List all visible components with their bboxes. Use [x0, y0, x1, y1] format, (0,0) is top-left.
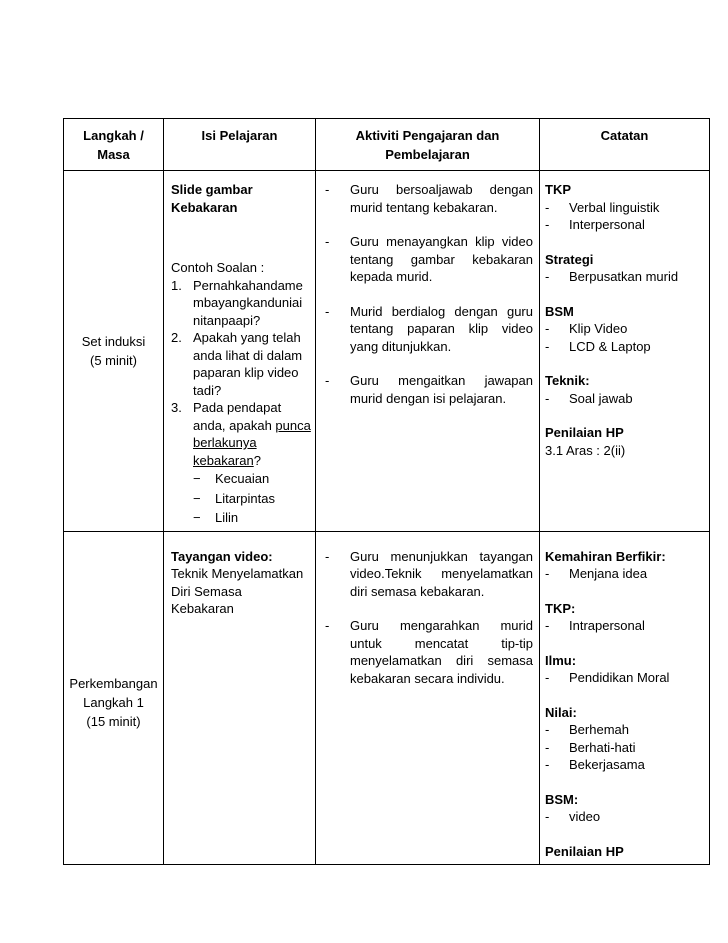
activity-item: - Guru bersoaljawab dengan murid tentang kebakaran. [325, 182, 533, 215]
list-item: − Kecuaian [193, 471, 270, 486]
list-item: - LCD & Laptop [545, 338, 651, 354]
activity-cell [316, 171, 540, 532]
lesson-plan-table [63, 118, 710, 865]
list-item: 1. Pernahkahandame mbayangkanduniai nitanpaapi? [171, 277, 303, 328]
notes-heading: TKP: [545, 600, 576, 616]
list-item: - Interpersonal [545, 217, 645, 232]
table-row [64, 531, 710, 865]
table-row [64, 171, 710, 532]
activity-item: - Guru mengaitkan jawapan murid dengan isi pelajaran. [325, 373, 533, 406]
step-label: Perkembangan [69, 676, 158, 692]
content-title: Slide gambar Kebakaran [171, 182, 253, 215]
list-item: 2. Apakah yang telah anda lihat di dalam paparan klip video tadi? [171, 330, 303, 398]
list-item: − Lilin [193, 510, 239, 525]
list-item: - Berhati-hati [545, 739, 636, 755]
list-item: - Pendidikan Moral [545, 670, 670, 685]
activity-cell [316, 531, 540, 865]
list-item: - Berhemah [545, 722, 629, 737]
list-item: - Soal jawab [545, 390, 633, 406]
list-item: - Intrapersonal [545, 618, 645, 633]
notes-heading: Strategi [545, 251, 594, 267]
header-isi: Isi Pelajaran [164, 119, 316, 171]
notes-heading: BSM [545, 303, 574, 319]
notes-cell [540, 531, 710, 865]
content-body: Teknik Menyelamatkan Diri Semasa Kebakaran [171, 566, 304, 616]
notes-heading: BSM: [545, 791, 579, 807]
header-aktiviti: Aktiviti Pengajaran dan Pembelajaran [316, 119, 540, 171]
notes-text: 3.1 Aras : 2(ii) [545, 442, 626, 458]
step-cell [64, 531, 164, 865]
list-item: - Verbal linguistik [545, 199, 660, 215]
activity-item: - Guru menayangkan klip video tentang gambar kebakaran kepada murid. [325, 234, 533, 284]
list-item: 3. Pada pendapat anda, apakah punca berlakunya kebakaran? [171, 400, 311, 468]
list-item: - Berpusatkan murid [545, 269, 679, 284]
step-time: (15 minit) [86, 714, 141, 730]
step-label: Set induksi [81, 333, 146, 349]
list-item: - video [545, 809, 601, 824]
content-title: Tayangan video: [171, 548, 273, 564]
content-subtitle: Contoh Soalan : [171, 260, 265, 275]
notes-heading: Kemahiran Berfikir: [545, 548, 666, 564]
activity-item: - Murid berdialog dengan guru tentang paparan klip video yang ditunjukkan. [325, 303, 533, 354]
list-item: − Litarpintas [193, 490, 275, 506]
activity-item: - Guru menunjukkan tayangan video.Teknik menyelamatkan diri semasa kebakaran. [325, 548, 533, 599]
content-cell [164, 531, 316, 865]
step-cell [64, 171, 164, 532]
step-time: (5 minit) [90, 352, 137, 368]
list-item: - Bekerjasama [545, 757, 645, 772]
content-cell [164, 171, 316, 532]
notes-heading: Penilaian HP [545, 425, 624, 440]
header-langkah: Langkah / Masa [64, 119, 164, 171]
notes-heading: TKP [545, 182, 571, 197]
step-label: Langkah 1 [83, 695, 144, 711]
notes-heading: Nilai: [545, 704, 577, 720]
list-item: - Klip Video [545, 321, 628, 336]
notes-heading: Ilmu: [545, 652, 577, 668]
header-catatan: Catatan [540, 119, 710, 171]
notes-cell [540, 171, 710, 532]
activity-item: - Guru mengarahkan murid untuk mencatat tip-tip menyelamatkan diri semasa kebakaran secara individu. [325, 618, 533, 686]
header-row [64, 119, 710, 171]
list-item: - Menjana idea [545, 566, 648, 581]
notes-heading: Teknik: [545, 373, 590, 388]
notes-heading: Penilaian HP [545, 843, 624, 859]
